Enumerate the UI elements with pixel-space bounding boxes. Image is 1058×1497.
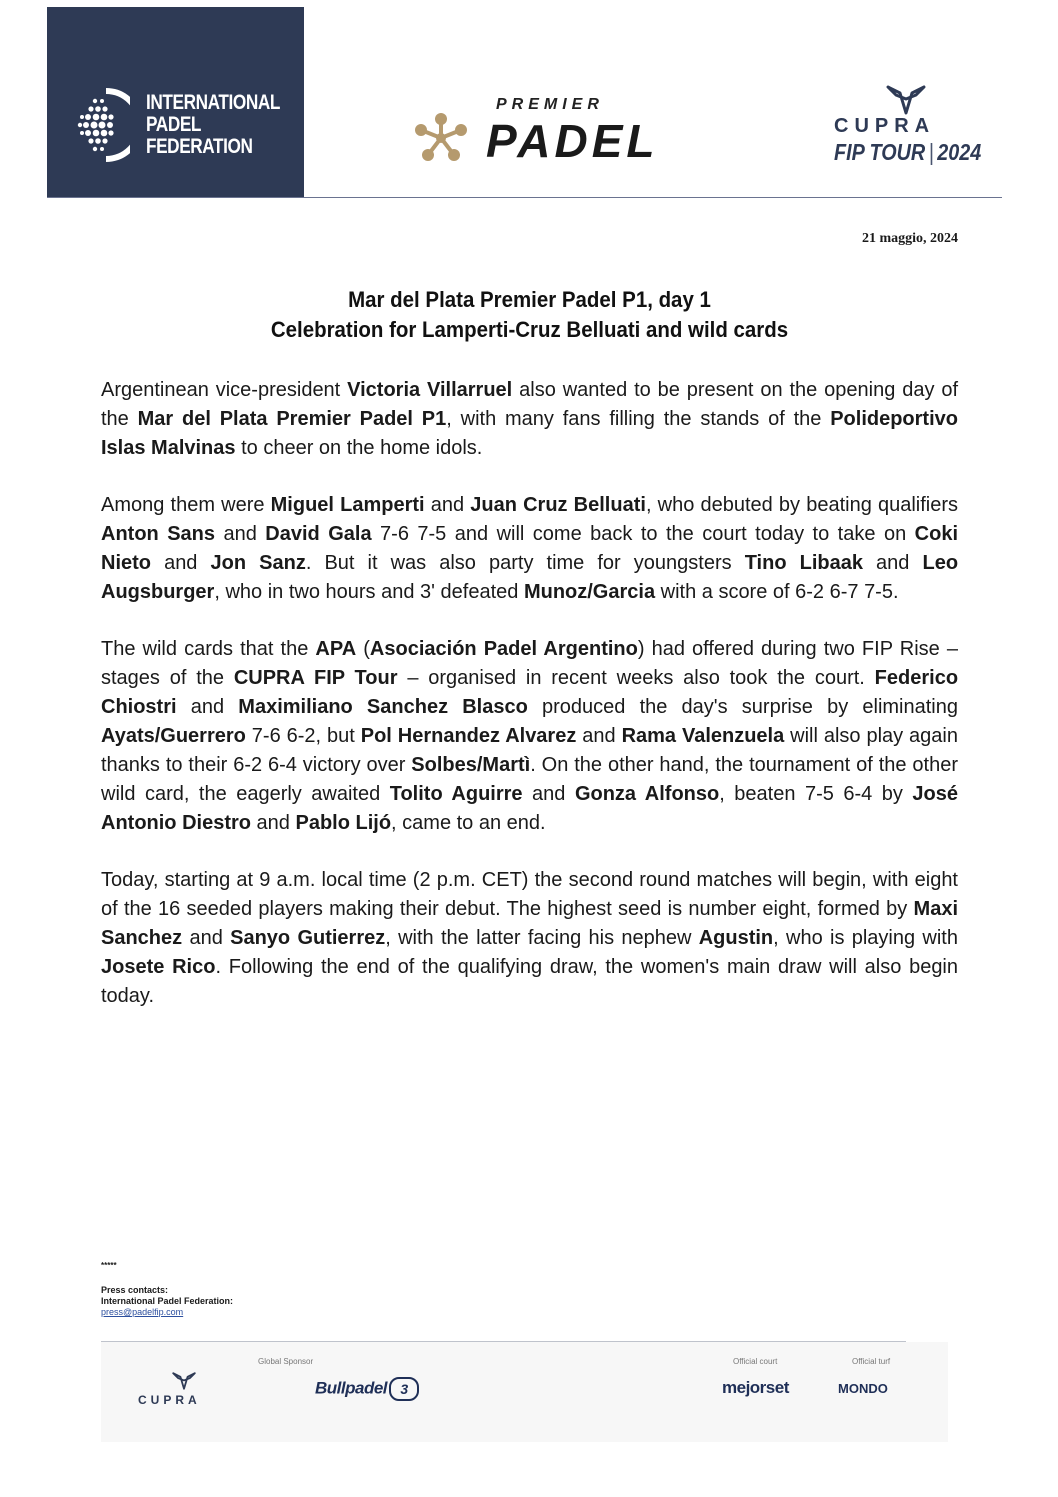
- bold-run: Juan Cruz Belluati: [470, 494, 646, 516]
- text-run: ) had offered during two FIP Rise – stages of the: [101, 638, 958, 689]
- paragraph-3: [101, 635, 958, 838]
- text-run: will also play again thanks to their 6-2 6-4 victory over: [101, 725, 958, 776]
- bold-run: Rama Valenzuela: [621, 725, 785, 747]
- official-court-label: Official court: [733, 1357, 778, 1366]
- title-line-2: Celebration for Lamperti-Cruz Belluati and wild cards: [270, 317, 789, 342]
- header-divider: [47, 197, 1002, 198]
- text-run: Argentinean vice-president: [101, 379, 348, 401]
- text-run: , with the latter facing his nephew: [385, 927, 699, 949]
- bold-run: David Gala: [265, 523, 372, 545]
- text-run: Today, starting at 9 a.m. local time (2 p.m. CET) the second round matches will begin, with eight of the 16 seeded players making their debut. The highest seed is number eight, formed by: [101, 869, 958, 920]
- ipf-line-1: INTERNATIONAL: [146, 91, 281, 114]
- official-turf-label: Official turf: [852, 1357, 891, 1366]
- bold-run: Agustin: [698, 927, 774, 949]
- bold-run: Leo Augsburger: [101, 552, 959, 603]
- bold-run: Josete Rico: [101, 956, 216, 978]
- padel-text: PADEL: [486, 115, 659, 167]
- text-run: , who debuted by beating qualifiers: [645, 494, 959, 516]
- cupra-wordmark: CUPRA: [834, 115, 936, 137]
- bullpadel-badge: 3: [389, 1377, 419, 1401]
- separator-stars: *****: [101, 1261, 117, 1270]
- bold-run: Gonza Alfonso: [574, 783, 720, 805]
- bold-run: Anton Sans: [101, 523, 216, 545]
- contacts-email-link[interactable]: press@padelfip.com: [101, 1307, 184, 1317]
- sponsor-bar: [101, 1342, 948, 1442]
- bold-run: Victoria Villarruel: [347, 379, 513, 401]
- bold-run: Pol Hernandez Alvarez: [360, 725, 577, 747]
- text-run: , who is playing with: [773, 927, 958, 949]
- contacts-org: International Padel Federation:: [101, 1296, 234, 1306]
- text-run: – organised in recent weeks also took the court.: [397, 667, 875, 689]
- press-contacts: [101, 1285, 233, 1318]
- mondo-logo: MONDO: [838, 1381, 888, 1396]
- bold-run: Tolito Aguirre: [389, 783, 523, 805]
- footer-cupra-logo-icon: [172, 1372, 196, 1390]
- footer-cupra-wordmark: CUPRA: [138, 1393, 201, 1407]
- press-title: [101, 285, 958, 345]
- text-run: . But it was also party time for youngsters: [305, 552, 745, 574]
- text-run: , came to an end.: [391, 812, 546, 834]
- paragraph-4: [101, 866, 958, 1011]
- text-run: , who in two hours and 3' defeated: [214, 581, 524, 603]
- text-run: Among them were: [101, 494, 271, 516]
- text-run: and: [251, 812, 296, 834]
- text-run: . On the other hand, the tournament of the other wild card, the eagerly awaited: [101, 754, 958, 805]
- bold-run: Federico Chiostri: [101, 667, 959, 718]
- ipf-wordmark: [146, 92, 280, 158]
- bold-run: Pablo Lijó: [295, 812, 392, 834]
- cupra-logo-icon: [886, 85, 926, 115]
- bold-run: Sanyo Gutierrez: [230, 927, 386, 949]
- bold-run: Munoz/Garcia: [523, 581, 656, 603]
- text-run: and: [151, 552, 211, 574]
- premier-padel-flower-icon: [411, 112, 471, 164]
- text-run: and: [182, 927, 231, 949]
- ipf-line-2: PADEL: [146, 113, 202, 136]
- text-run: and: [424, 494, 471, 516]
- paragraph-2: [101, 491, 958, 607]
- text-run: with a score of 6-2 6-7 7-5.: [655, 581, 899, 603]
- mejorset-logo: mejorset: [722, 1378, 789, 1397]
- text-run: 7-6 7-5 and will come back to the court today to take on: [371, 523, 915, 545]
- ipf-line-3: FEDERATION: [146, 135, 253, 158]
- bold-run: CUPRA FIP Tour: [233, 667, 398, 689]
- bold-run: Polideportivo Islas Malvinas: [101, 408, 958, 459]
- bold-run: Mar del Plata Premier Padel P1: [137, 408, 447, 430]
- bold-run: Maxi Sanchez: [101, 898, 958, 949]
- bullpadel-wordmark: Bullpadel: [315, 1378, 388, 1398]
- bold-run: Solbes/Martì: [411, 754, 531, 776]
- text-run: and: [522, 783, 575, 805]
- fip-tour-wordmark: [834, 138, 981, 166]
- bold-run: APA: [315, 638, 357, 660]
- global-sponsor-label: Global Sponsor: [258, 1357, 314, 1366]
- ipf-ball-icon: [76, 87, 130, 163]
- bold-run: José Antonio Diestro: [101, 783, 958, 834]
- text-run: and: [576, 725, 622, 747]
- text-run: , beaten 7-5 6-4 by: [719, 783, 913, 805]
- title-line-1: Mar del Plata Premier Padel P1, day 1: [348, 287, 711, 312]
- bold-run: Coki Nieto: [101, 523, 958, 574]
- text-run: . Following the end of the qualifying draw, the women's main draw will also begin today.: [101, 956, 959, 1007]
- contacts-label: Press contacts:: [101, 1285, 169, 1295]
- bold-run: Ayats/Guerrero: [101, 725, 246, 747]
- fip-tour-separator: |: [928, 139, 934, 165]
- text-run: to cheer on the home idols.: [235, 437, 483, 459]
- paragraph-1: [101, 376, 958, 463]
- fip-tour-year: 2024: [937, 139, 982, 165]
- text-run: and: [862, 552, 923, 574]
- bold-run: Jon Sanz: [210, 552, 306, 574]
- text-run: The wild cards that the: [101, 638, 316, 660]
- premier-text: PREMIER: [496, 96, 604, 113]
- fip-tour-label: FIP TOUR: [834, 139, 926, 165]
- text-run: and: [176, 696, 239, 718]
- bold-run: Tino Libaak: [744, 552, 863, 574]
- bold-run: Asociación Padel Argentino: [369, 638, 638, 660]
- press-date: 21 maggio, 2024: [861, 231, 958, 246]
- bold-run: Miguel Lamperti: [270, 494, 425, 516]
- bullpadel-logo: [315, 1377, 419, 1401]
- bold-run: Maximiliano Sanchez Blasco: [238, 696, 528, 718]
- text-run: also wanted to be present on the opening day of the: [101, 379, 958, 430]
- text-run: (: [356, 638, 370, 660]
- text-run: 7-6 6-2, but: [245, 725, 361, 747]
- text-run: , with many fans filling the stands of the: [446, 408, 831, 430]
- text-run: and: [215, 523, 266, 545]
- text-run: produced the day's surprise by eliminating: [527, 696, 958, 718]
- article-body: [101, 376, 958, 1039]
